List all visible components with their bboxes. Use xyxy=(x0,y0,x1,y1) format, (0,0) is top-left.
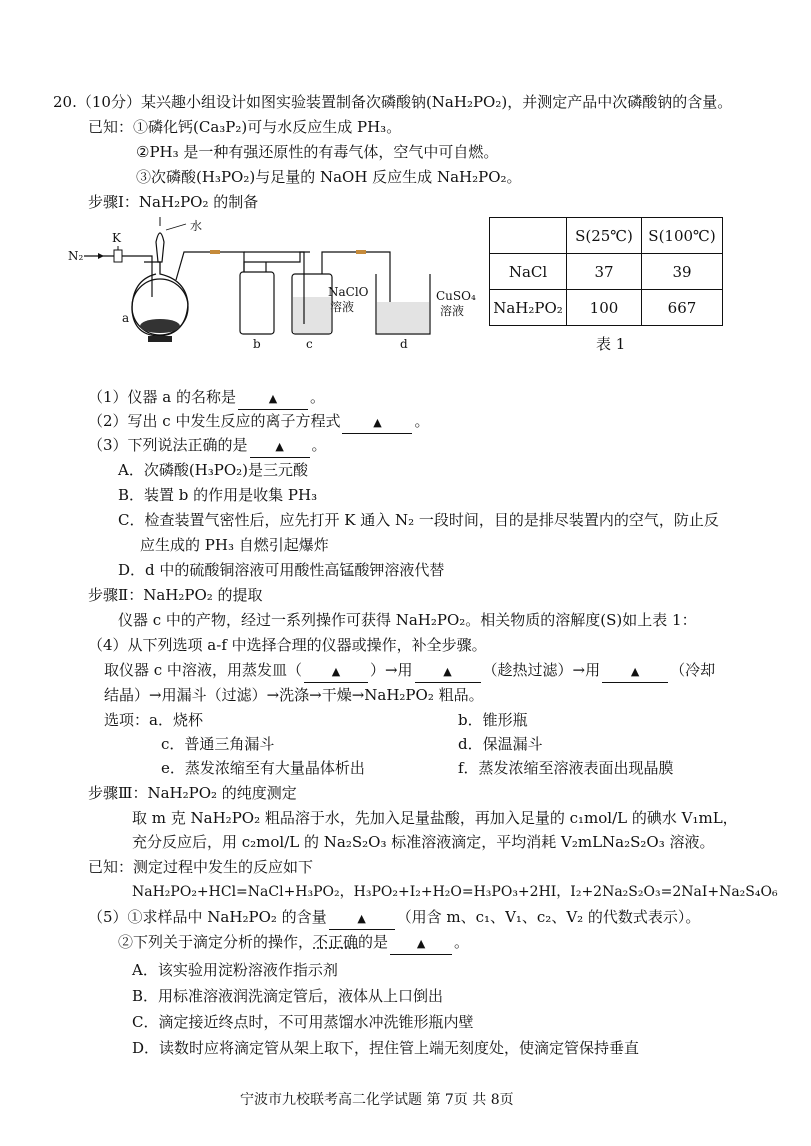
q5-option-d: D．读数时应将滴定管从架上取下，捏住管上端无刻度处，使滴定管保持垂直 xyxy=(132,1039,640,1057)
q5-option-a: A．该实验用淀粉溶液作指示剂 xyxy=(132,961,338,979)
cuso4-solution-label: 溶液 xyxy=(440,304,465,318)
q4-option-c: c．普通三角漏斗 xyxy=(161,735,275,753)
q4-option-e: e．蒸发浓缩至有大量晶体析出 xyxy=(161,759,365,777)
q4-option-a: 选项：a．烧杯 xyxy=(104,711,203,729)
q3-option-c-cont: 应生成的 PH₃ 自燃引起爆炸 xyxy=(140,536,329,554)
answer-blank[interactable]: ▲ xyxy=(238,387,308,410)
flask-a-label: a xyxy=(122,311,130,325)
valve-k-label: K xyxy=(112,231,121,245)
q1: （1）仪器 a 的名称是 ▲ 。 xyxy=(88,387,325,410)
q4-option-d: d．保温漏斗 xyxy=(458,735,543,753)
table-header-s100: S(100℃) xyxy=(642,218,723,254)
bottle-b-label: b xyxy=(253,337,261,351)
table-caption: 表 1 xyxy=(596,335,626,353)
answer-blank[interactable]: ▲ xyxy=(342,411,412,434)
cuso4-label: CuSO₄ xyxy=(436,289,476,303)
table-cell: NaCl xyxy=(490,254,567,290)
q4-line1: 取仪器 c 中溶液，用蒸发皿（ ▲ ）→用 ▲ （趁热过滤）→用 ▲ （冷却 xyxy=(104,660,715,683)
answer-blank[interactable]: ▲ xyxy=(415,660,481,683)
table-cell xyxy=(490,218,567,254)
known-1: 已知：①磷化钙(Ca₃P₂)可与水反应生成 PH₃。 xyxy=(88,118,402,136)
q5-part1: （5）①求样品中 NaH₂PO₂ 的含量 ▲ （用含 m、c₁、V₁、c₂、V₂ 的代数式表示）。 xyxy=(88,907,700,930)
table-cell: NaH₂PO₂ xyxy=(490,290,567,326)
q5-part2: ②下列关于滴定分析的操作，不正确的是 ▲ 。 xyxy=(118,932,469,955)
step3-line1: 取 m 克 NaH₂PO₂ 粗品溶于水，先加入足量盐酸，再加入足量的 c₁mol/L 的碘水 V₁mL， xyxy=(132,809,738,827)
answer-blank[interactable]: ▲ xyxy=(304,660,368,683)
q4-option-f: f．蒸发浓缩至溶液表面出现晶膜 xyxy=(458,759,674,777)
apparatus-diagram xyxy=(60,212,485,352)
answer-blank[interactable]: ▲ xyxy=(329,907,395,930)
q5-option-c: C．滴定接近终点时，不可用蒸馏水冲洗锥形瓶内壁 xyxy=(132,1013,474,1031)
known-b: 已知：测定过程中发生的反应如下 xyxy=(88,858,314,876)
known-3: ③次磷酸(H₃PO₂)与足量的 NaOH 反应生成 NaH₂PO₂。 xyxy=(136,168,522,186)
answer-blank[interactable]: ▲ xyxy=(250,435,310,458)
solubility-table xyxy=(489,217,723,326)
answer-blank[interactable]: ▲ xyxy=(390,932,452,955)
known-2: ②PH₃ 是一种有强还原性的有毒气体，空气中可自燃。 xyxy=(136,143,499,161)
table-cell: 100 xyxy=(567,290,642,326)
reaction-equations: NaH₂PO₂+HCl=NaCl+H₃PO₂，H₃PO₂+I₂+H₂O=H₃PO₃+2HI，I₂+2Na₂S₂O₃=2NaI+Na₂S₄O₆ xyxy=(132,884,778,900)
step3-line2: 充分反应后，用 c₂mol/L 的 Na₂S₂O₃ 标准溶液滴定，平均消耗 V₂mLNa₂S₂O₃ 溶液。 xyxy=(132,833,715,851)
q4-line2: 结晶）→用漏斗（过滤）→洗涤→干燥→NaH₂PO₂ 粗品。 xyxy=(104,686,484,704)
n2-label: N₂ xyxy=(68,249,84,263)
q3: （3）下列说法正确的是 ▲ 。 xyxy=(88,435,327,458)
q3-option-b: B．装置 b 的作用是收集 PH₃ xyxy=(118,486,318,504)
q3-option-c: C．检查装置气密性后，应先打开 K 通入 N₂ 一段时间，目的是排尽装置内的空气，防止反 xyxy=(118,511,719,529)
step1-title: 步骤Ⅰ：NaH₂PO₂ 的制备 xyxy=(88,193,259,211)
table-header-s25: S(25℃) xyxy=(567,218,642,254)
table-cell: 37 xyxy=(567,254,642,290)
q4-intro: （4）从下列选项 a-f 中选择合理的仪器或操作，补全步骤。 xyxy=(88,636,487,654)
step3-title: 步骤Ⅲ：NaH₂PO₂ 的纯度测定 xyxy=(88,784,297,802)
water-label: 水 xyxy=(190,219,203,233)
q2: （2）写出 c 中发生反应的离子方程式 ▲ 。 xyxy=(88,411,430,434)
table-cell: 667 xyxy=(642,290,723,326)
answer-blank[interactable]: ▲ xyxy=(602,660,668,683)
page-footer: 宁波市九校联考高二化学试题 第 7页 共 8页 xyxy=(240,1092,514,1108)
q4-option-b: b．锥形瓶 xyxy=(458,711,528,729)
q3-option-a: A．次磷酸(H₃PO₂)是三元酸 xyxy=(118,461,309,479)
naclo-solution-label: 溶液 xyxy=(330,300,355,314)
question-header: 20.（10分）某兴趣小组设计如图实验装置制备次磷酸钠(NaH₂PO₂)，并测定产品中次磷酸钠的含量。 xyxy=(53,93,733,111)
step2-title: 步骤Ⅱ：NaH₂PO₂ 的提取 xyxy=(88,586,263,604)
bottle-c-label: c xyxy=(306,337,313,351)
beaker-d-label: d xyxy=(400,337,408,351)
step2-text: 仪器 c 中的产物，经过一系列操作可获得 NaH₂PO₂。相关物质的溶解度(S)如上表 1： xyxy=(118,611,697,629)
naclo-label: NaClO xyxy=(328,285,369,299)
q3-option-d: D．d 中的硫酸铜溶液可用酸性高锰酸钾溶液代替 xyxy=(118,561,445,579)
table-cell: 39 xyxy=(642,254,723,290)
q5-option-b: B．用标准溶液润洗滴定管后，液体从上口倒出 xyxy=(132,987,444,1005)
